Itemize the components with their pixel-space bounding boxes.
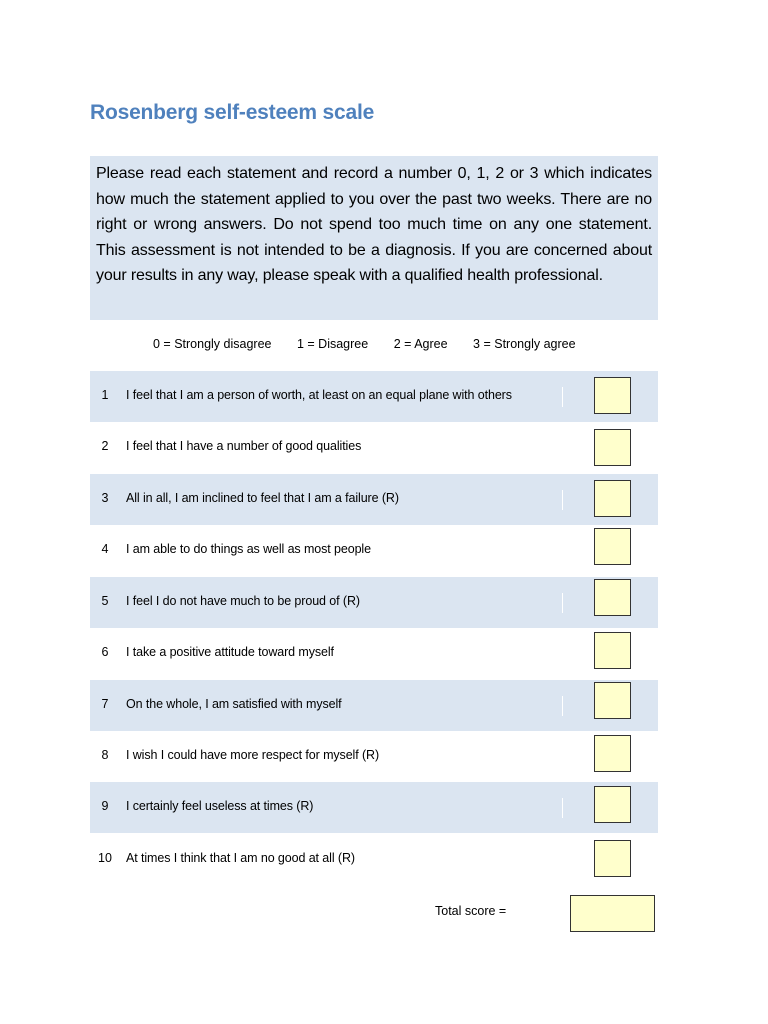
answer-box[interactable] [594,840,631,877]
scale-item-2: 2 = Agree [393,337,448,351]
item-statement: All in all, I am inclined to feel that I am a failure (R) [126,491,399,505]
item-row [90,628,658,679]
item-number: 2 [101,439,109,453]
item-number: 3 [101,491,109,505]
item-number: 10 [98,851,112,865]
item-statement: I wish I could have more respect for myself (R) [126,748,380,762]
item-number: 6 [101,645,109,659]
row-divider [562,490,563,510]
item-number: 9 [101,799,109,813]
item-statement: I take a positive attitude toward myself [126,645,334,659]
item-row [90,577,658,628]
item-number: 1 [101,388,109,402]
answer-box[interactable] [594,579,631,616]
item-statement: I feel that I am a person of worth, at least on an equal plane with others [126,388,512,402]
item-row [90,731,658,782]
item-statement: I am able to do things as well as most people [126,542,371,556]
scale-item-0: 0 = Strongly disagree [153,337,272,351]
answer-box[interactable] [594,528,631,565]
answer-box[interactable] [594,786,631,823]
item-number: 4 [101,542,109,556]
item-number: 5 [101,594,109,608]
answer-box[interactable] [594,377,631,414]
total-score-box[interactable] [570,895,655,932]
item-row [90,474,658,525]
scale-legend [153,337,576,351]
item-number: 8 [101,748,109,762]
answer-box[interactable] [594,480,631,517]
item-statement: I certainly feel useless at times (R) [126,799,314,813]
item-row [90,422,658,473]
scale-item-3: 3 = Strongly agree [473,337,576,351]
item-row [90,525,658,576]
answer-box[interactable] [594,735,631,772]
item-row [90,782,658,833]
item-statement: I feel I do not have much to be proud of (R) [126,594,360,608]
item-row [90,680,658,731]
answer-box[interactable] [594,429,631,466]
total-score-label: Total score = [435,904,507,918]
item-statement: I feel that I have a number of good qualities [126,439,362,453]
item-statement: On the whole, I am satisfied with myself [126,697,342,711]
item-number: 7 [101,697,109,711]
item-statement: At times I think that I am no good at all (R) [126,851,355,865]
answer-box[interactable] [594,632,631,669]
row-divider [562,696,563,716]
answer-box[interactable] [594,682,631,719]
instructions-text: Please read each statement and record a number 0, 1, 2 or 3 which indicates how much the statement applied to you over the past two weeks. There are no right or wrong answers. Do not spend too much time on any one statement. This assessment is not intended to be a diagnosis. If you are concerned about your results in any way, please speak with a qualified health professional. [90,156,658,320]
page-title: Rosenberg self-esteem scale [90,101,375,124]
row-divider [562,798,563,818]
row-divider [562,387,563,407]
item-row [90,834,658,885]
row-divider [562,593,563,613]
scale-item-1: 1 = Disagree [296,337,369,351]
item-row [90,371,658,422]
